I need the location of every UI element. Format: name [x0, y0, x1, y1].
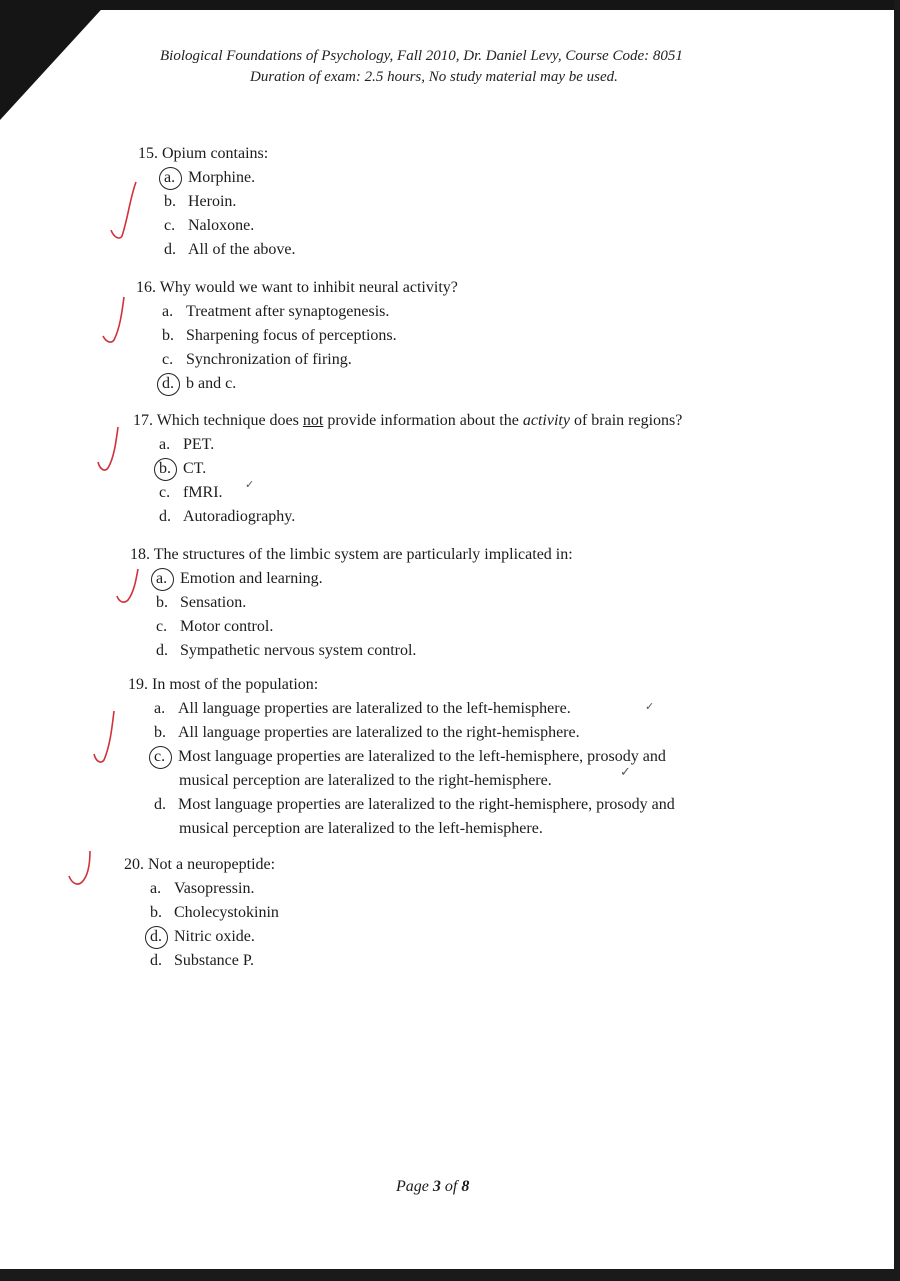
- option-letter: c.: [159, 484, 171, 501]
- option-text: Heroin.: [188, 193, 237, 210]
- question-16: [136, 276, 458, 396]
- option-b: [150, 901, 279, 925]
- scan-corner-shadow: [0, 0, 110, 120]
- option-text: CT.: [183, 460, 207, 477]
- header-course-line: Biological Foundations of Psychology, Fall 2010, Dr. Daniel Levy, Course Code: 8051: [160, 48, 683, 64]
- option-text: Naloxone.: [188, 217, 255, 234]
- stem-part: of brain regions?: [569, 412, 683, 429]
- option-letter: d.: [156, 642, 168, 659]
- question-18: [130, 543, 573, 663]
- option-a: [150, 877, 279, 901]
- grader-checkmark-q16: [96, 294, 136, 349]
- option-c: [164, 214, 296, 238]
- question-stem: 19. In most of the population:: [128, 676, 319, 693]
- grader-checkmark-q20: [62, 848, 102, 893]
- option-text-continued: musical perception are lateralized to the right-hemisphere.: [179, 772, 552, 789]
- option-a: [164, 166, 296, 190]
- option-d: [156, 639, 573, 663]
- option-letter: a.: [164, 169, 176, 186]
- grader-checkmark-q17: [92, 424, 132, 479]
- option-a: [154, 697, 675, 721]
- option-b: [164, 190, 296, 214]
- answer-circle: [159, 167, 182, 190]
- scan-top-edge: [100, 0, 900, 10]
- option-letter: b.: [154, 724, 166, 741]
- option-letter: c.: [154, 748, 166, 765]
- question-stem: 16. Why would we want to inhibit neural activity?: [136, 279, 458, 296]
- question-15: [138, 142, 296, 262]
- option-text: Autoradiography.: [183, 508, 296, 525]
- pencil-tick-icon: ✓: [245, 479, 255, 491]
- option-text: Substance P.: [174, 952, 254, 969]
- option-text: All language properties are lateralized to the left-hemisphere.: [178, 700, 571, 717]
- stem-italic-word: activity: [522, 412, 570, 429]
- option-text: Cholecystokinin: [174, 904, 279, 921]
- option-a: [162, 300, 458, 324]
- option-letter: a.: [159, 436, 171, 453]
- option-letter: d.: [162, 375, 174, 392]
- option-letter: d.: [164, 241, 176, 258]
- option-text: Sharpening focus of perceptions.: [186, 327, 397, 344]
- stem-part: 17. Which technique does: [133, 412, 303, 429]
- option-letter: b.: [159, 460, 171, 477]
- pencil-tick-icon: ✓: [645, 701, 655, 713]
- question-stem: [133, 409, 682, 433]
- option-b: [156, 591, 573, 615]
- answer-circle: [154, 458, 177, 481]
- option-letter: a.: [156, 570, 168, 587]
- option-text: Most language properties are lateralized to the right-hemisphere, prosody and: [178, 796, 675, 813]
- option-d: [164, 238, 296, 262]
- option-text: b and c.: [186, 375, 237, 392]
- option-text: PET.: [183, 436, 215, 453]
- question-stem: 15. Opium contains:: [138, 145, 269, 162]
- option-letter: a.: [154, 700, 166, 717]
- option-letter: c.: [156, 618, 168, 635]
- option-letter: b.: [156, 594, 168, 611]
- option-letter: a.: [162, 303, 174, 320]
- option-c: [162, 348, 458, 372]
- option-letter: b.: [162, 327, 174, 344]
- option-text: Sensation.: [180, 594, 247, 611]
- header-duration-line: Duration of exam: 2.5 hours, No study material may be used.: [250, 69, 618, 85]
- option-c: [156, 615, 573, 639]
- option-letter: d.: [154, 796, 166, 813]
- option-c: [159, 481, 682, 505]
- question-20: [124, 853, 279, 973]
- option-text: Sympathetic nervous system control.: [180, 642, 417, 659]
- page-footer: [396, 1178, 469, 1196]
- page-number: 3: [432, 1178, 441, 1195]
- option-letter: c.: [162, 351, 174, 368]
- option-d: [150, 949, 279, 973]
- question-19: [128, 673, 675, 841]
- option-text: All language properties are lateralized to the right-hemisphere.: [178, 724, 580, 741]
- option-b: [159, 457, 682, 481]
- option-letter: d.: [150, 928, 162, 945]
- option-c: [150, 925, 279, 949]
- option-text: Most language properties are lateralized to the left-hemisphere, prosody and: [178, 748, 666, 765]
- grader-checkmark-q18: [110, 566, 150, 611]
- scan-bottom-edge: [0, 1269, 900, 1281]
- option-text-continued: musical perception are lateralized to the left-hemisphere.: [179, 820, 543, 837]
- answer-circle: [151, 568, 174, 591]
- option-b: [162, 324, 458, 348]
- question-stem: 18. The structures of the limbic system are particularly implicated in:: [130, 546, 573, 563]
- option-letter: d.: [150, 952, 162, 969]
- option-a: [159, 433, 682, 457]
- option-text: fMRI.: [183, 484, 223, 501]
- option-b: [154, 721, 675, 745]
- option-d: [159, 505, 682, 529]
- stem-underlined-word: not: [302, 412, 324, 429]
- option-d: [154, 793, 675, 841]
- stem-part: provide information about the: [323, 412, 523, 429]
- option-letter: c.: [164, 217, 176, 234]
- option-text: Vasopressin.: [174, 880, 255, 897]
- option-text: Morphine.: [188, 169, 256, 186]
- pencil-tick-icon: ✓: [620, 764, 631, 779]
- answer-circle: [157, 373, 180, 396]
- option-c: [154, 745, 675, 793]
- option-text: All of the above.: [188, 241, 296, 258]
- option-letter: d.: [159, 508, 171, 525]
- grader-checkmark-q19: [88, 708, 128, 770]
- option-d: [162, 372, 458, 396]
- option-text: Synchronization of firing.: [186, 351, 352, 368]
- option-letter: b.: [150, 904, 162, 921]
- answer-circle: [145, 926, 168, 949]
- option-a: [156, 567, 573, 591]
- answer-circle: [149, 746, 172, 769]
- option-text: Emotion and learning.: [180, 570, 323, 587]
- option-text: Motor control.: [180, 618, 274, 635]
- option-letter: b.: [164, 193, 176, 210]
- scan-right-edge: [894, 0, 900, 1281]
- option-letter: a.: [150, 880, 162, 897]
- grader-checkmark-q15: [100, 178, 140, 243]
- page-prefix: Page: [396, 1178, 429, 1195]
- page-of: of: [444, 1178, 458, 1195]
- option-text: Nitric oxide.: [174, 928, 255, 945]
- question-17: [133, 409, 682, 529]
- question-stem: 20. Not a neuropeptide:: [124, 856, 276, 873]
- page-total: 8: [461, 1178, 470, 1195]
- option-text: Treatment after synaptogenesis.: [186, 303, 390, 320]
